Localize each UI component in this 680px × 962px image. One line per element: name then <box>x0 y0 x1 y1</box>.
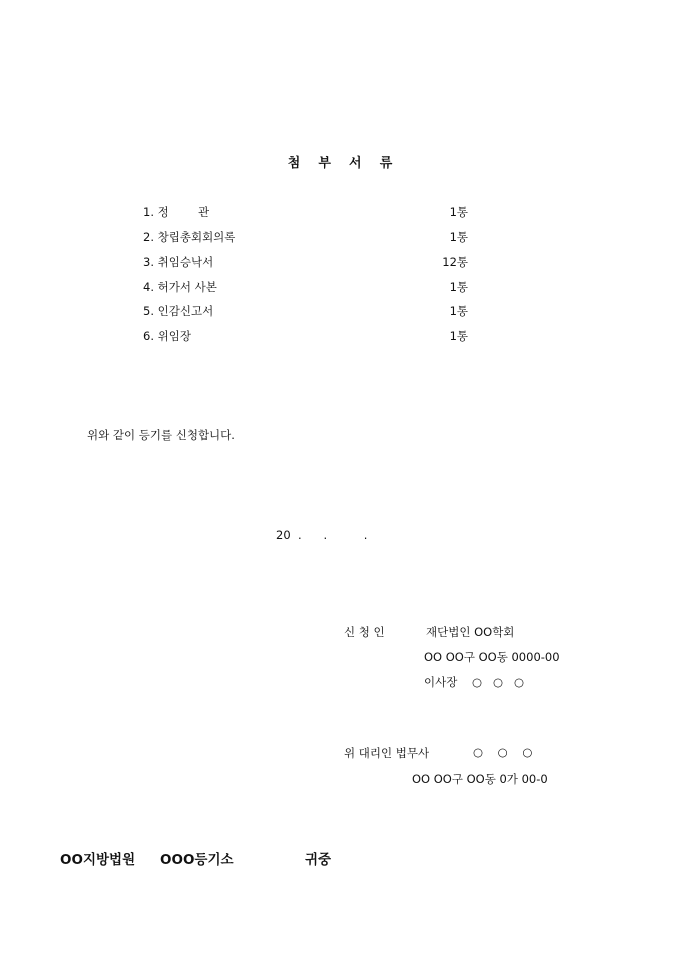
list-item-count: 1통 <box>449 230 468 244</box>
list-item-label: 6. 위임장 <box>143 329 191 343</box>
agent-label: 위 대리인 법무사 <box>344 746 430 760</box>
date-line: 20 . . . <box>276 528 368 542</box>
list-item-label: 5. 인감신고서 <box>143 304 214 318</box>
applicant-name: 재단법인 OO학회 <box>426 625 515 639</box>
list-item-label: 1. 정 관 <box>143 205 210 219</box>
list-item-count: 1통 <box>449 329 468 343</box>
addressee-suffix: 귀중 <box>305 852 332 868</box>
list-item-count: 1통 <box>449 280 468 294</box>
list-item-label: 3. 취임승낙서 <box>143 255 214 269</box>
list-item-count: 12통 <box>442 255 468 269</box>
list-item-label: 4. 허가서 사본 <box>143 280 217 294</box>
list-item-count: 1통 <box>449 304 468 318</box>
agent-address: OO OO구 OO동 0가 00-0 <box>412 772 548 786</box>
request-statement: 위와 같이 등기를 신청합니다. <box>87 428 235 442</box>
applicant-director: 이사장 ○ ○ ○ <box>424 675 524 689</box>
registry-name: OOO등기소 <box>160 852 234 868</box>
applicant-address: OO OO구 OO동 0000-00 <box>424 650 560 664</box>
applicant-label: 신 청 인 <box>344 625 385 639</box>
list-item-count: 1통 <box>449 205 468 219</box>
agent-name: ○ ○ ○ <box>473 745 533 759</box>
document-title: 첨 부 서 류 <box>287 156 393 171</box>
court-name: OO지방법원 <box>60 852 136 868</box>
list-item-label: 2. 창립총회회의록 <box>143 230 236 244</box>
